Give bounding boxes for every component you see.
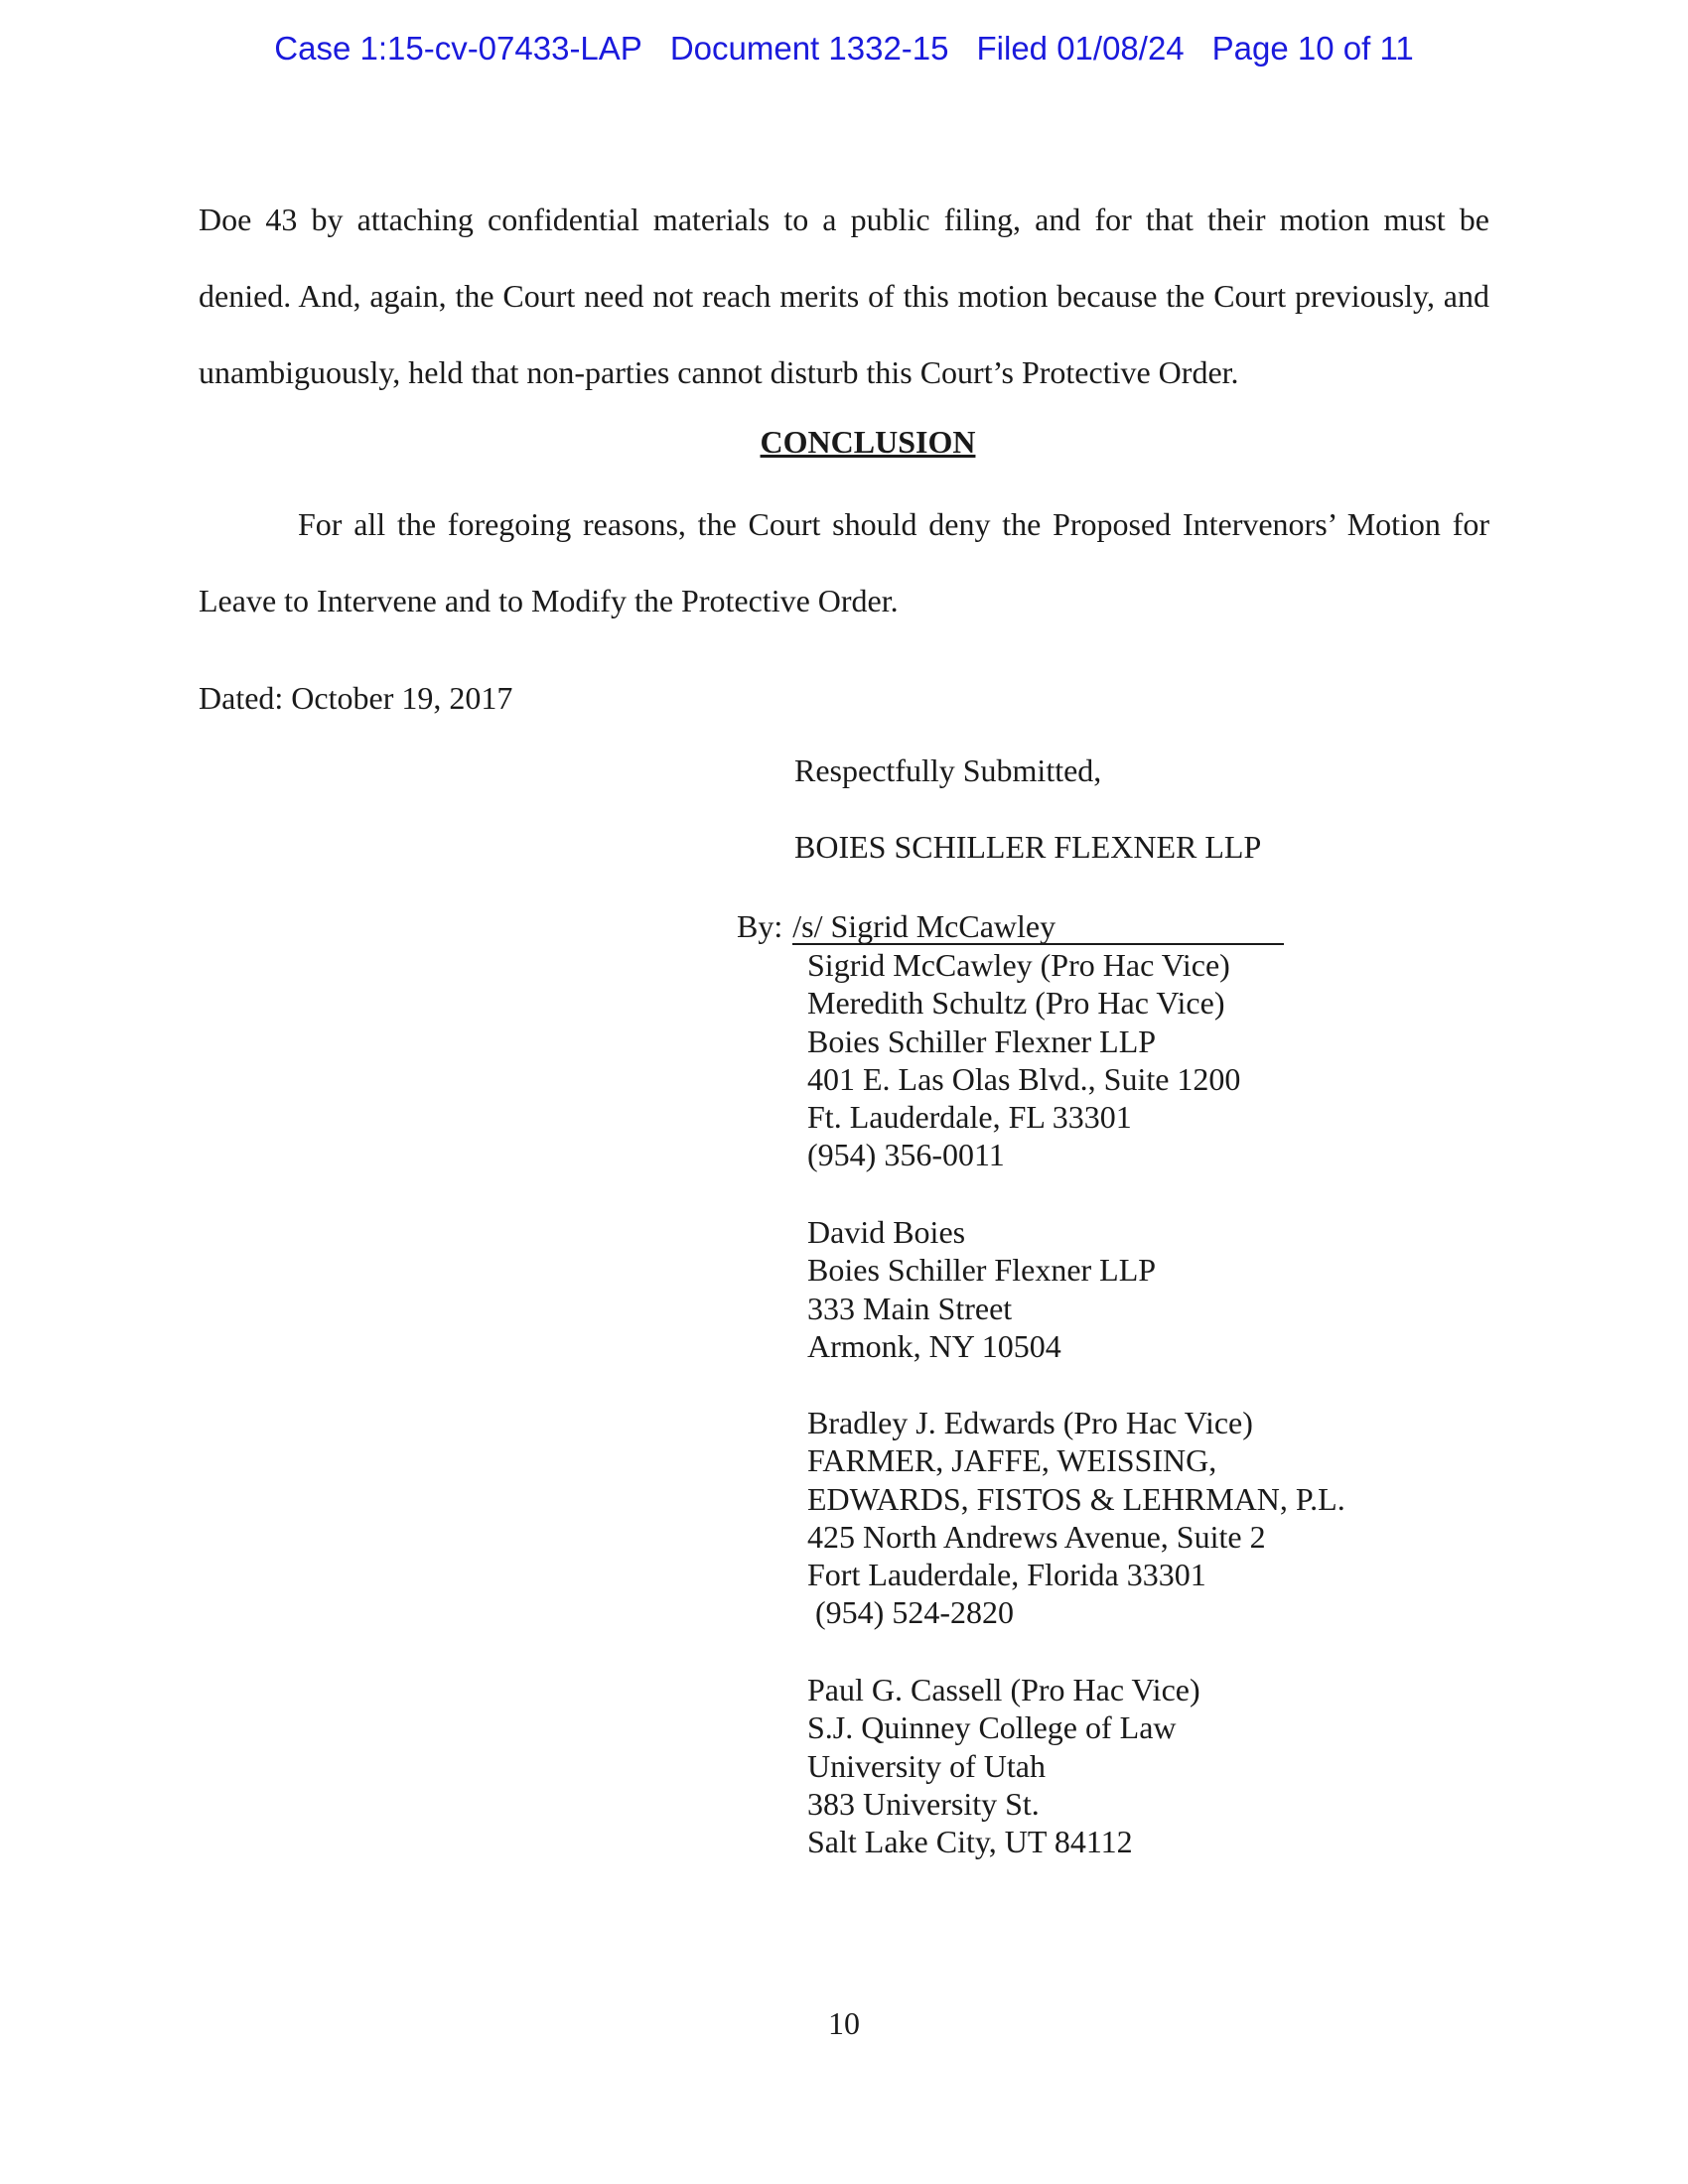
document-number: Document 1332-15 xyxy=(669,30,949,67)
filing-header-stamp xyxy=(0,30,1688,68)
page-number: 10 xyxy=(828,2005,860,2041)
filed-date: Filed 01/08/24 xyxy=(976,30,1185,67)
address-line: EDWARDS, FISTOS & LEHRMAN, P.L. xyxy=(807,1480,1345,1517)
electronic-signature: /s/ Sigrid McCawley xyxy=(792,909,1284,945)
address-line: 333 Main Street xyxy=(807,1290,1013,1326)
address-line: Salt Lake City, UT 84112 xyxy=(807,1824,1133,1860)
address-line: Meredith Schultz (Pro Hac Vice) xyxy=(807,985,1225,1022)
address-line: University of Utah xyxy=(807,1747,1046,1784)
case-number: Case 1:15-cv-07433-LAP xyxy=(274,30,642,67)
firm-name: BOIES SCHILLER FLEXNER LLP xyxy=(794,829,1262,865)
address-line: Paul G. Cassell (Pro Hac Vice) xyxy=(807,1672,1200,1707)
dated-line: Dated: October 19, 2017 xyxy=(199,680,513,716)
body-paragraph-1 xyxy=(199,182,1489,411)
address-line: Sigrid McCawley (Pro Hac Vice) xyxy=(807,947,1230,983)
address-line: (954) 356-0011 xyxy=(807,1137,1005,1173)
address-line: Ft. Lauderdale, FL 33301 xyxy=(807,1099,1132,1136)
address-line: Armonk, NY 10504 xyxy=(807,1327,1061,1364)
counsel-block-mccawley xyxy=(807,946,1240,1174)
paragraph-text: For all the foregoing reasons, the Court should deny the Proposed Intervenors’ Motion for Leave to Intervene and to Modify the Protective Order. xyxy=(199,506,1489,618)
address-line: 383 University St. xyxy=(807,1785,1040,1822)
address-line: Fort Lauderdale, Florida 33301 xyxy=(807,1557,1206,1593)
page-indicator: Page 10 of 11 xyxy=(1211,30,1414,67)
address-line: Boies Schiller Flexner LLP xyxy=(807,1252,1157,1289)
conclusion-paragraph xyxy=(199,486,1489,639)
address-line: FARMER, JAFFE, WEISSING, xyxy=(807,1442,1217,1479)
address-line: Bradley J. Edwards (Pro Hac Vice) xyxy=(807,1405,1253,1440)
paragraph-text: Doe 43 by attaching confidential materials to a public filing, and for that their motion must be denied. And, again, the Court need not reach merits of this motion because the Court previously, and unambiguously, held that non-parties cannot disturb this Court’s Protective Order. xyxy=(199,202,1489,390)
conclusion-heading: CONCLUSION xyxy=(760,424,976,460)
address-line: (954) 524-2820 xyxy=(807,1594,1014,1631)
address-line: 425 North Andrews Avenue, Suite 2 xyxy=(807,1518,1266,1555)
respectfully-submitted: Respectfully Submitted, xyxy=(794,752,1102,788)
address-line: 401 E. Las Olas Blvd., Suite 1200 xyxy=(807,1060,1241,1097)
counsel-block-cassell xyxy=(807,1671,1200,1860)
by-label: By: xyxy=(737,908,783,944)
address-line: Boies Schiller Flexner LLP xyxy=(807,1023,1157,1059)
counsel-block-boies xyxy=(807,1213,1156,1365)
counsel-block-edwards xyxy=(807,1404,1345,1632)
address-line: S.J. Quinney College of Law xyxy=(807,1709,1177,1746)
signature-line xyxy=(737,908,1284,945)
address-line: David Boies xyxy=(807,1214,966,1250)
